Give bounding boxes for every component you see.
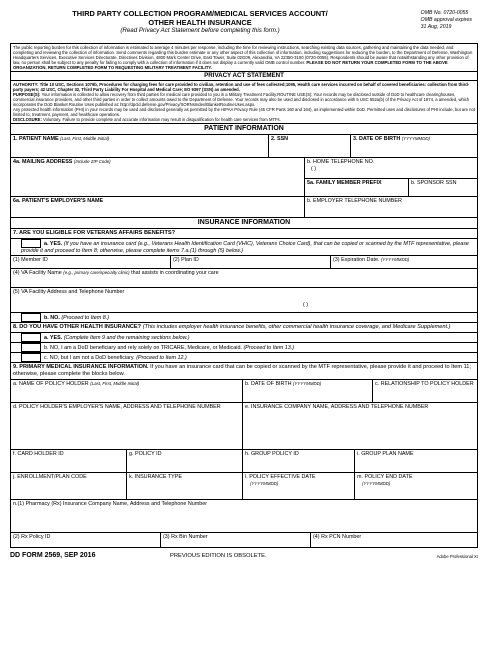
form-footer [10,548,478,562]
group-plan-name-field[interactable] [355,450,477,472]
policy-id-label: g. POLICY ID [129,451,162,457]
q8b-text: (Proceed to Item 13.) [243,344,295,351]
rx-company-label: n.(1) Pharmacy (Rx) Insurance Company Name, Address and Telephone Number [13,501,208,507]
q8a-text: (Complete Item 9 and the remaining sections below.) [63,334,190,341]
holder-dob-field[interactable] [243,380,373,402]
sponsor-ssn-field[interactable] [409,179,477,197]
va-facility-rest: that assists in coordinating your care [131,270,219,276]
patient-section-header: PATIENT INFORMATION [10,124,478,135]
enrollment-code-field[interactable] [11,473,127,499]
obsolete-notice: PREVIOUS EDITION IS OBSOLETE. [170,553,267,559]
rx-ids-row [10,533,478,548]
ssn-label: 2. SSN [271,136,289,142]
q8-label: 8. DO YOU HAVE OTHER HEALTH INSURANCE? [13,324,142,330]
rx-pcn-field[interactable] [311,533,477,547]
effective-date-label: l. POLICY EFFECTIVE DATE [245,474,316,480]
plan-id-label: (2) Plan ID [173,257,199,263]
q7b-text: (Proceed to Item 8.) [61,314,110,321]
q9-row-4 [10,473,478,500]
family-prefix-label: 5a. FAMILY MEMBER PREFIX [307,179,382,186]
exp-date-field[interactable] [331,256,477,268]
dob-label: 3. DATE OF BIRTH [353,136,401,142]
holder-dob-label: b. DATE OF BIRTH [245,381,292,387]
mailing-address-label: 4a. MAILING ADDRESS [13,159,73,165]
patient-row-2 [10,158,478,197]
employer-name-field[interactable] [11,197,305,217]
q7a-text: (If you have an insurance card (e.g., Veterans Health Identification Card (VHIC), Veterans Choice Card), that can be copied or scanned by the MTF representative, please provide it and proceed to Item 8; otherwise, please complete items 7.a.(1) through (5) below.) [21,240,469,254]
policy-holder-hint: (Last, First, Middle Initial) [90,381,140,386]
va-facility-hint: (e.g., primary care/specialty clinic) [63,270,130,275]
insurance-type-label: k. INSURANCE TYPE [129,474,182,480]
insurance-section-header: INSURANCE INFORMATION [10,218,478,229]
form-subtitle: (Read Privacy Act Statement before completing this form.) [120,27,280,34]
form-id: DD FORM 2569, SEP 2016 [10,552,96,559]
phi-text: Any protected health information (PHI) in your records may be used and disclosed generally as permitted by the HIPAA Privacy Rule (45 CFR Parts 160 and 164), as implemented within DoD. Permitted uses and disclosures of PHI include, but are not limited to, treatment, payment, and healthcare operations. [13,107,475,117]
home-phone-label: b. HOME TELEPHONE NO. [307,159,375,165]
end-date-hint: (YYYYMMDD) [362,480,391,486]
member-id-label: (1) Member ID [13,257,48,263]
q7a-checkbox[interactable] [21,239,41,248]
q7-id-row [10,256,478,269]
form-page [10,10,478,562]
q7b-checkbox[interactable] [21,313,41,322]
q8b-option [10,343,478,353]
va-facility-label: (4) VA Facility Name [13,270,62,276]
effective-date-field[interactable] [243,473,355,499]
title-line-1: THIRD PARTY COLLECTION PROGRAM/MEDICAL SERVICES ACCOUNT/ [72,9,328,18]
exp-date-label: (3) Expiration Date. [333,257,380,263]
policy-holder-field[interactable] [11,380,243,402]
relationship-label: c. RELATIONSHIP TO POLICY HOLDER [375,381,474,387]
sponsor-ssn-label: b. SPONSOR SSN [411,179,457,186]
patient-name-field[interactable] [11,135,269,157]
q7b-option [10,313,478,323]
rx-company-field[interactable] [11,500,477,532]
privacy-statement [10,81,478,124]
q8a-yes: a. YES. [44,334,63,341]
card-holder-id-field[interactable] [11,450,127,472]
q9-label: 9. PRIMARY MEDICAL INSURANCE INFORMATION. [13,364,149,370]
purpose-label: PURPOSE(S): [13,92,41,97]
patient-row-1 [10,135,478,158]
burden-text: The public reporting burden for this collection of information is estimated to average 4 minutes per response, including the time for reviewing instructions, searching existing data sources, gathering and maintaining the data needed, and completing and reviewing the collection of information. Send comments regarding this burden estimate or any other aspect of this collection of information, including suggestions for reducing the burden, to the Department of Defense, Washington Headquarters Services, Executive Services Directorate, Directives Division, 4800 Mark Center Drive, East Tower, Suite 02G09, Alexandria, VA 22350-3100 (0720-0055). Respondents should be aware that notwithstanding any other provision of law, no person shall be subject to any penalty for failing to comply with a collection of information if it does not display a currently valid OMB control number. [13,45,473,65]
holder-employer-field[interactable] [11,403,243,449]
q7b-no: b. NO. [44,314,60,321]
form-title [10,10,390,36]
form-header [10,10,478,43]
q8-text: (This includes employer health insurance benefits, other commercial health insurance coverage, and Medicare Supplement.) [142,324,451,330]
burden-bold: PLEASE DO NOT RETURN YOUR COMPLETED FORM TO THE ABOVE ORGANIZATION. RETURN COMPLETED FORM TO REQUESTING MILITARY TREATMENT FACILITY. [13,60,448,70]
home-phone-field[interactable] [305,158,477,179]
rx-bin-label: (3) Rx Bin Number [163,534,208,540]
authority-label: AUTHORITY: [13,82,39,87]
q9-row-3 [10,450,478,473]
q9-row-1 [10,380,478,403]
va-address-label: (5) VA Facility Address and Telephone Number [13,289,125,295]
disclosure-label: DISCLOSURE: [13,117,42,122]
omb-date: 31 Aug, 2019 [420,24,452,30]
mailing-address-hint: (Include ZIP Code) [73,159,111,164]
dob-field[interactable] [351,135,477,157]
q8c-checkbox[interactable] [21,353,41,362]
q8a-option [10,333,478,343]
privacy-header: PRIVACY ACT STATEMENT [10,72,478,81]
group-plan-name-label: i. GROUP PLAN NAME [357,451,414,457]
patient-row-3 [10,197,478,218]
patient-name-hint: (Last, First, Middle Initial) [60,136,110,141]
end-date-label: m. POLICY END DATE [357,474,413,480]
effective-date-hint: (YYYYMMDD) [250,480,279,486]
q9-row-2 [10,403,478,450]
va-address-row [10,288,478,313]
card-holder-id-label: f. CARD HOLDER ID [13,451,64,457]
purpose-text: Your information is collected to allow recovery from third parties for medical care provided to you in a Military Treatment Facility.ROUTINE USE(S): Your records may be disclosed outside of DoD to healthcare clearinghouses, commercial insurance providers, and other third parties in order to collect amounts owed to the Department of Defense. Your records may also be used and disclosed in accordance with 5 USC 552a(b) of the Privacy Act of 1974, a amended, which incorporates the DoD Blanket Routine Uses published at: http://dpcld.defense.gov/Privacy/SORNsIndex/BlanketRoutineUses.aspx. [13,92,470,107]
ssn-field[interactable] [269,135,351,157]
disclosure-text: Voluntary. Failure to provide complete and accurate information may result in disqualification for health care services from MTFs. [43,117,281,122]
authority-text: Title 10 USC, Sections 1079b, Procedures for charging fees for care provided to civilian, retention and use of fees collected;1095, Health care services incurred on behalf of covered beneficiaries: collection from third-party payers; 42 USC, Chapter 32, Third Party Liability For Hospital and Medical Care; EO 9397 (SSN) as amended. [13,82,470,92]
burden-statement [10,43,478,72]
employer-phone-label: b. EMPLOYER TELEPHONE NUMBER [307,198,402,204]
q7a-yes: a. YES. [44,240,63,247]
q8a-checkbox[interactable] [21,333,41,342]
q8c-no: c. NO, but I am not a DoD beneficiary. [44,354,135,361]
rx-policy-id-label: (2) Rx Policy ID [13,534,51,540]
home-phone-parens: ( ) [311,165,317,172]
exp-date-hint: (YYYYMMDD) [380,257,410,262]
q7-question [10,229,478,239]
va-address-field[interactable] [11,288,477,312]
insurance-type-field[interactable] [127,473,243,499]
rx-bin-field[interactable] [161,533,311,547]
patient-name-label: 1. PATIENT NAME [13,136,59,142]
rx-policy-id-field[interactable] [11,533,161,547]
phone-prefix-block [305,158,477,196]
mailing-address-field[interactable] [11,158,305,196]
q9-question [10,363,478,380]
family-prefix-field[interactable] [305,179,409,197]
insurance-company-field[interactable] [243,403,477,449]
employer-name-label: 6a. PATIENT'S EMPLOYER'S NAME [13,198,104,204]
software-note: Adobe Professional XI [436,554,478,559]
employer-phone-field[interactable] [305,197,477,217]
enrollment-code-label: j. ENROLLMENT/PLAN CODE [13,474,87,480]
q8c-option [10,353,478,363]
insurance-company-label: e. INSURANCE COMPANY NAME, ADDRESS AND TELEPHONE NUMBER [245,404,429,410]
omb-approval: OMB approval expires [420,17,472,23]
va-facility-row [10,269,478,288]
relationship-field[interactable] [373,380,477,402]
omb-block [421,10,472,31]
rx-company-row [10,500,478,533]
q7-label: 7. ARE YOU ELIGIBLE FOR VETERANS AFFAIRS BENEFITS? [13,230,176,236]
q8b-checkbox[interactable] [21,343,41,352]
member-id-field[interactable] [11,256,171,268]
q9-text: If you have an insurance card that can be copied or scanned by the MTF representative, please provide it and proceed to Item 11; otherwise, please complete the blocks below. [13,364,471,377]
va-phone-parens: ( ) [303,302,309,308]
policy-holder-label: a. NAME OF POLICY HOLDER [13,381,89,387]
group-policy-id-field[interactable] [243,450,355,472]
va-facility-field[interactable] [11,269,477,287]
prefix-sponsor-row [305,179,477,197]
q8c-text: (Proceed to Item 12.) [136,354,187,361]
dob-hint: (YYYYMMDD) [401,136,431,141]
end-date-field[interactable] [355,473,477,499]
rx-pcn-label: (4) Rx PCN Number [313,534,362,540]
q8-question [10,323,478,333]
q7a-option [10,239,478,256]
holder-employer-label: d. POLICY HOLDER'S EMPLOYER'S NAME, ADDRESS AND TELEPHONE NUMBER [13,404,221,410]
title-line-2: OTHER HEALTH INSURANCE [148,17,252,27]
omb-number: OMB No. 0720-0055 [420,10,469,16]
policy-id-field[interactable] [127,450,243,472]
holder-dob-hint: (YYYYMMDD) [293,381,322,386]
plan-id-field[interactable] [171,256,331,268]
group-policy-id-label: h. GROUP POLICY ID [245,451,299,457]
q8b-no: b. NO, I am a DoD beneficiary and rely solely on TRICARE, Medicare, or Medicaid. [44,344,242,351]
